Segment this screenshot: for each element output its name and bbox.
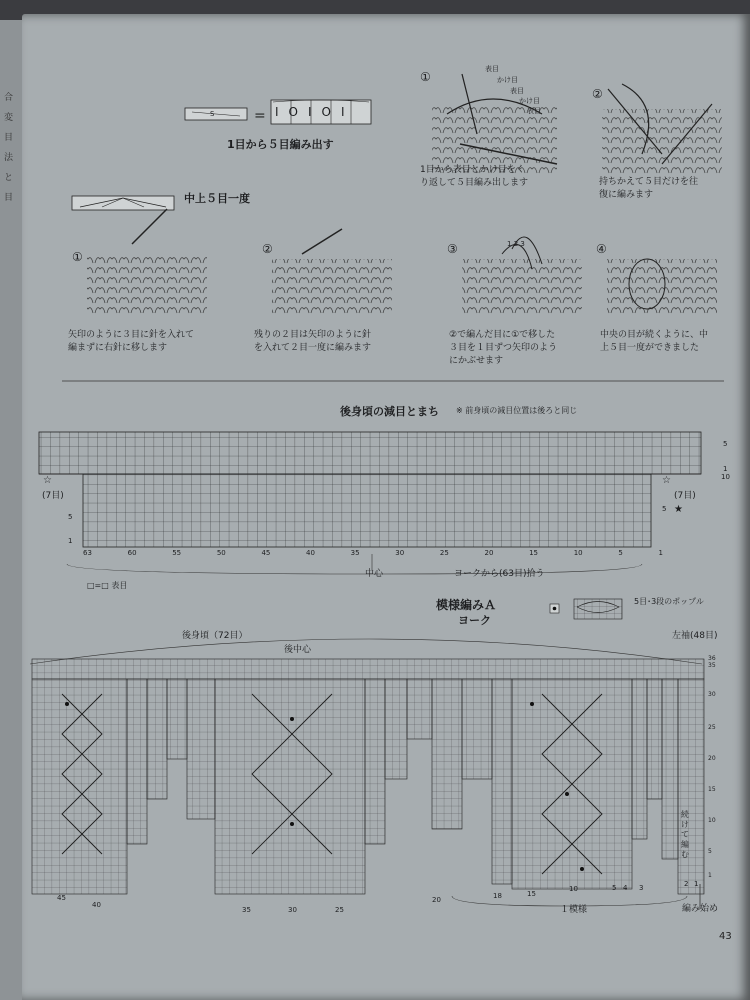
step2-top-caption: 持ちかえて５目だけを往 復に編みます <box>599 177 699 200</box>
left-star: ☆ <box>43 475 52 486</box>
yoke-col-10: 10 <box>569 885 578 893</box>
previous-page-edge: 合 変 目 法 と 目 <box>0 20 22 1000</box>
right-star: ☆ <box>662 475 671 486</box>
symbol-seq: IOIOI <box>275 105 355 119</box>
yoke-row-10: 10 <box>708 817 716 824</box>
popple-symbol <box>550 599 622 619</box>
step2-number: ② <box>262 242 273 256</box>
illustration-step1-top <box>432 74 557 174</box>
symbol-center-5-dec <box>72 196 174 210</box>
yoke-col-40: 40 <box>92 901 101 909</box>
yoke-subtitle: ヨーク <box>458 614 491 627</box>
yoke-row-15: 15 <box>708 786 716 793</box>
yoke-row-30: 30 <box>708 691 716 698</box>
yoke-col-35: 35 <box>242 906 251 914</box>
cast-on-title: 1目から５目編み出す <box>227 138 334 151</box>
popple-label: 5目･3段のポップル <box>634 597 704 606</box>
back-center-label: 後中心 <box>284 645 312 655</box>
row-label-left-1: 1 <box>68 537 73 545</box>
label-2: かけ目 <box>497 76 518 84</box>
step3-number: ③ <box>447 242 458 256</box>
repeat-label: １模様 <box>560 905 588 915</box>
yoke-col-2: 2 <box>684 880 689 888</box>
pattern-a-title: 模様編みＡ <box>436 598 497 612</box>
page-number: 43 <box>719 931 732 942</box>
center-5-dec-title: 中上５目一度 <box>184 192 250 205</box>
back-body-label: 後身頃（72目） <box>182 631 248 641</box>
row-label-1: 1 <box>723 465 728 473</box>
label-4: かけ目 <box>519 97 540 105</box>
step2-caption: 残りの２目は矢印のように針 を入れて２目一度に編みます <box>254 330 372 353</box>
back-chart-col-labels: 63 60 55 50 45 40 35 30 25 20 15 10 5 1 <box>83 549 663 557</box>
yoke-col-1: 1 <box>694 880 699 888</box>
step1-caption: 矢印のように３目に針を入れて 編まずに右針に移します <box>68 330 195 353</box>
step3-arrow-nums: 1 2 3 <box>507 240 525 248</box>
illustration-step2-top <box>602 84 722 174</box>
row-label-left-5: 5 <box>68 513 73 521</box>
pickup-label: ヨークから(63目)拾う <box>454 569 545 579</box>
yoke-chart <box>30 639 704 909</box>
row-label-5b: 5 <box>662 505 667 513</box>
yoke-col-4: 4 <box>623 884 628 892</box>
yoke-col-18: 18 <box>493 892 502 900</box>
continue-label: 続 け て 編 む <box>681 810 689 859</box>
yoke-col-25: 25 <box>335 906 344 914</box>
svg-text:=: = <box>254 108 266 124</box>
center-label: 中心 <box>365 569 384 579</box>
row-label-5a: 5 <box>723 440 728 448</box>
yoke-col-20: 20 <box>432 896 441 904</box>
yoke-row-5: 5 <box>708 848 712 855</box>
right-star-note: (7目) <box>674 491 696 501</box>
step4-caption: 中央の目が続くように、中 上５目一度ができました <box>600 330 709 353</box>
label-5: 表目 <box>527 107 541 115</box>
step2-top-number: ② <box>592 87 603 101</box>
step1-number: ① <box>72 250 83 264</box>
yoke-row-36: 36 <box>708 655 716 662</box>
yoke-col-30: 30 <box>288 906 297 914</box>
legend-knit: □=□ 表目 <box>87 581 128 590</box>
black-star: ★ <box>674 504 683 515</box>
illustration-steps <box>87 209 717 314</box>
left-sleeve-label: 左袖(48目) <box>672 631 718 641</box>
symbol-s: S <box>210 110 215 118</box>
yoke-col-3: 3 <box>639 884 644 892</box>
left-star-note: (7目) <box>42 491 64 501</box>
step1-top-number: ① <box>420 70 431 84</box>
row-label-10: 10 <box>721 473 730 481</box>
book-page <box>22 14 750 1000</box>
step1-top-caption: 1目から表目とかけ目をく り返して５目編み出します <box>420 165 529 188</box>
yoke-row-1: 1 <box>708 872 712 879</box>
step4-number: ④ <box>596 242 607 256</box>
yoke-row-20: 20 <box>708 755 716 762</box>
yoke-col-45: 45 <box>57 894 66 902</box>
start-label: 編み始め <box>682 904 719 914</box>
back-chart-title: 後身頃の減目とまち <box>340 405 439 418</box>
yoke-row-25: 25 <box>708 724 716 731</box>
step3-caption: ②で編んだ目に①で移した ３目を１目ずつ矢印のよう にかぶせます <box>449 330 558 366</box>
back-chart-note: ※ 前身頃の減目位置は後ろと同じ <box>456 406 578 415</box>
label-3: 表目 <box>510 87 524 95</box>
yoke-row-35: 35 <box>708 662 716 669</box>
page-drawings <box>22 14 750 1000</box>
yoke-col-15: 15 <box>527 890 536 898</box>
label-1: 表目 <box>485 65 499 73</box>
yoke-col-5: 5 <box>612 884 617 892</box>
